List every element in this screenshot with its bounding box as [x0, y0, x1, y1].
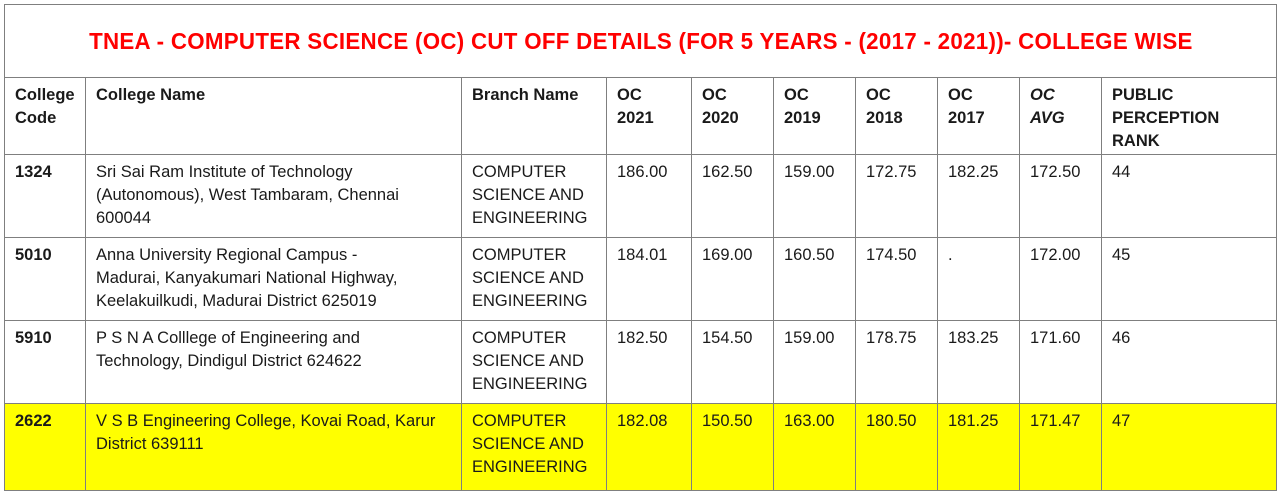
header-row [5, 78, 1277, 155]
cell-oc-2019: 159.00 [774, 321, 856, 404]
header-oc-2019: OC 2019 [774, 78, 856, 155]
cell-rank: 44 [1102, 155, 1277, 238]
cell-rank: 45 [1102, 238, 1277, 321]
header-oc-2017: OC 2017 [938, 78, 1020, 155]
cell-oc-2021: 182.50 [607, 321, 692, 404]
cell-oc-avg: 172.00 [1020, 238, 1102, 321]
cell-college-name: Anna University Regional Campus - Madurai, Kanyakumari National Highway, Keelakuilkudi, Madurai District 625019 [86, 238, 462, 321]
cell-oc-2017: 181.25 [938, 404, 1020, 491]
cell-branch-name: COMPUTER SCIENCE AND ENGINEERING [462, 404, 607, 491]
cell-oc-2020: 154.50 [692, 321, 774, 404]
header-oc-2021: OC 2021 [607, 78, 692, 155]
cell-college-code: 5010 [5, 238, 86, 321]
cell-oc-2017: 183.25 [938, 321, 1020, 404]
cell-oc-2020: 169.00 [692, 238, 774, 321]
cell-oc-2018: 174.50 [856, 238, 938, 321]
cell-oc-2021: 186.00 [607, 155, 692, 238]
cell-branch-name: COMPUTER SCIENCE AND ENGINEERING [462, 321, 607, 404]
header-oc-2018: OC 2018 [856, 78, 938, 155]
cell-oc-2018: 180.50 [856, 404, 938, 491]
cutoff-table [4, 4, 1277, 491]
cell-college-name: Sri Sai Ram Institute of Technology (Autonomous), West Tambaram, Chennai 600044 [86, 155, 462, 238]
cell-oc-2021: 182.08 [607, 404, 692, 491]
header-college-name: College Name [86, 78, 462, 155]
cell-oc-2018: 172.75 [856, 155, 938, 238]
cutoff-sheet [4, 4, 1276, 491]
table-title: TNEA - COMPUTER SCIENCE (OC) CUT OFF DETAILS (FOR 5 YEARS - (2017 - 2021))- COLLEGE WISE [88, 27, 1193, 54]
cell-branch-name: COMPUTER SCIENCE AND ENGINEERING [462, 238, 607, 321]
cell-oc-avg: 172.50 [1020, 155, 1102, 238]
header-oc-avg: OC AVG [1020, 78, 1102, 155]
table-title-cell [5, 5, 1277, 78]
cell-oc-2021: 184.01 [607, 238, 692, 321]
cell-oc-2020: 162.50 [692, 155, 774, 238]
cell-rank: 46 [1102, 321, 1277, 404]
cell-branch-name: COMPUTER SCIENCE AND ENGINEERING [462, 155, 607, 238]
cell-oc-avg: 171.47 [1020, 404, 1102, 491]
cell-college-name: V S B Engineering College, Kovai Road, Karur District 639111 [86, 404, 462, 491]
cell-oc-2019: 163.00 [774, 404, 856, 491]
cell-oc-2019: 160.50 [774, 238, 856, 321]
table-row [5, 238, 1277, 321]
cell-oc-2019: 159.00 [774, 155, 856, 238]
cell-oc-2020: 150.50 [692, 404, 774, 491]
table-row [5, 155, 1277, 238]
table-row-highlighted [5, 404, 1277, 491]
cell-college-code: 1324 [5, 155, 86, 238]
cell-college-code: 2622 [5, 404, 86, 491]
header-college-code: College Code [5, 78, 86, 155]
header-oc-2020: OC 2020 [692, 78, 774, 155]
cell-oc-2017: 182.25 [938, 155, 1020, 238]
cell-oc-2017: . [938, 238, 1020, 321]
cell-college-name: P S N A Colllege of Engineering and Technology, Dindigul District 624622 [86, 321, 462, 404]
table-row [5, 321, 1277, 404]
cell-oc-avg: 171.60 [1020, 321, 1102, 404]
cell-rank: 47 [1102, 404, 1277, 491]
header-public-perception-rank: PUBLIC PERCEPTION RANK [1102, 78, 1277, 155]
cell-college-code: 5910 [5, 321, 86, 404]
header-branch-name: Branch Name [462, 78, 607, 155]
cell-oc-2018: 178.75 [856, 321, 938, 404]
